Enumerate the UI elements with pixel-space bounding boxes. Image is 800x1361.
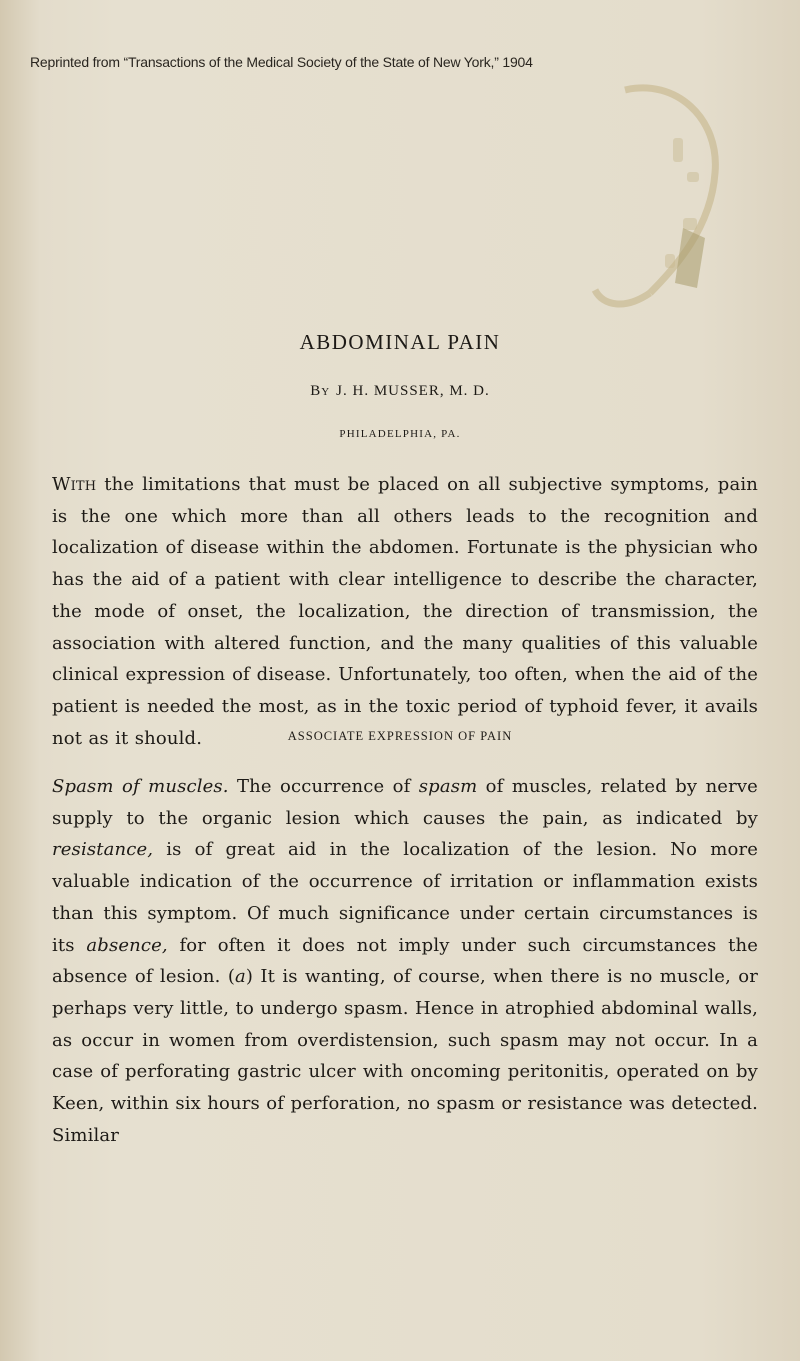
intro-text: the limitations that must be placed on all subjective symptoms, pain is the one which more than all others leads to the recognition and localization of disease within the abdomen. Fortunate is the physician who has the aid of a patient with clear intelligence to describe the character, the mode of onset, the localization, the direction of transmission, the association with altered function, and the many qualities of this valuable clinical expression of disease. Unfortunately, too often, when the aid of the patient is needed the most, as in the toxic period of typhoid fever, it avails not as it should. [52,474,758,749]
article-title: ABDOMINAL PAIN [299,330,501,354]
spasm-paragraph [52,771,758,1151]
paragraph-text-1: The occurrence of [228,776,419,797]
emphasis-resistance: resistance, [52,839,154,861]
author-prefix: By [310,383,331,399]
emphasis-absence: absence, [86,934,168,956]
intro-lead-word: With [52,474,97,495]
paragraph-text-5: ) It is wanting, of course, when there is no muscle, or perhaps very little, to undergo spasm. Hence in atrophied abdominal walls, as occur in women from overdistension, such spasm may not occur. In a case of perforating gastric ulcer with oncoming peritonitis, operated on by Keen, within six hours of perforation, no spasm or resistance was detected. Similar [52,966,758,1146]
paragraph-text-4: for often it does not imply under such circumstances the absence of lesion. ( [52,934,758,988]
emphasis-a: a [235,966,246,988]
intro-paragraph [52,469,758,754]
paragraph-text-3: is of great aid in the localization of the lesion. No more valuable indication of the occurrence of irritation or inflammation exists than this symptom. Of much significance under certain circumstances is its [52,839,758,956]
author-line [0,383,800,400]
emphasis-spasm: spasm [418,776,478,797]
paragraph-text-2: of muscles, related by nerve supply to the organic lesion which causes the pain, as indicated by [52,776,758,829]
author-name: J. H. MUSSER, M. D. [336,383,490,399]
library-stamp-icon [555,78,725,328]
section-heading: ASSOCIATE EXPRESSION OF PAIN [287,729,513,743]
reprint-notice: Reprinted from “Transactions of the Medical Society of the State of New York,” 1904 [30,54,533,70]
paragraph-subhead: Spasm of muscles. [52,776,229,797]
author-location: PHILADELPHIA, PA. [339,428,461,440]
